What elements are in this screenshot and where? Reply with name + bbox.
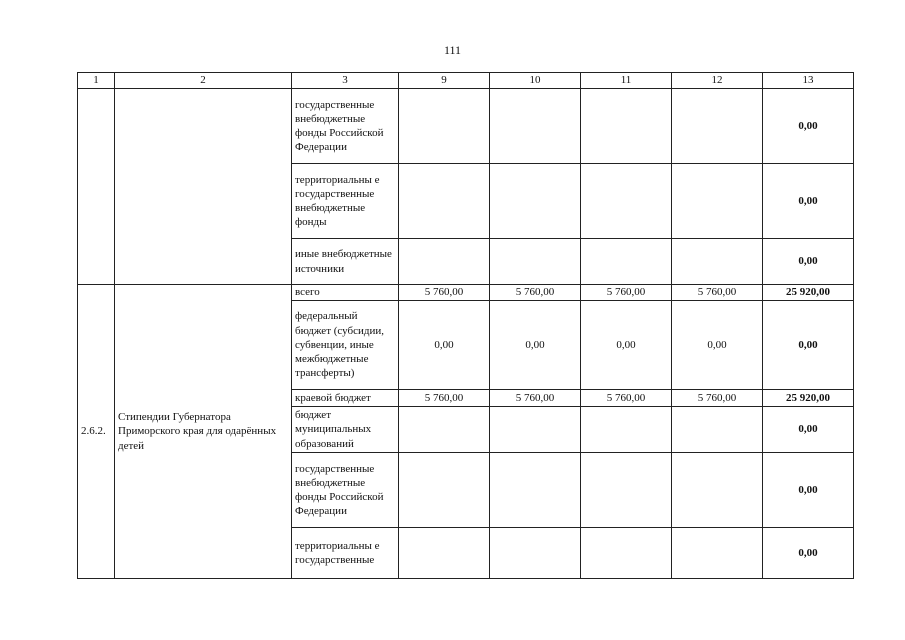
source-cell: государственные внебюджетные фонды Российской Федерации <box>292 89 399 164</box>
value-col-11 <box>581 407 672 453</box>
value-col-11 <box>581 89 672 164</box>
value-col-9 <box>399 239 490 285</box>
value-col-9 <box>399 164 490 239</box>
page-number: 111 <box>443 43 462 57</box>
value-col-11 <box>581 239 672 285</box>
value-col-12 <box>672 528 763 579</box>
value-col-10: 5 760,00 <box>490 285 581 301</box>
value-col-11 <box>581 453 672 528</box>
total-col-13: 0,00 <box>763 239 854 285</box>
value-col-12: 5 760,00 <box>672 390 763 407</box>
source-cell: государственные внебюджетные фонды Российской Федерации <box>292 453 399 528</box>
value-col-10 <box>490 89 581 164</box>
source-cell: всего <box>292 285 399 301</box>
value-col-9 <box>399 528 490 579</box>
value-col-9 <box>399 407 490 453</box>
value-col-10 <box>490 528 581 579</box>
total-col-13: 0,00 <box>763 407 854 453</box>
total-col-13: 0,00 <box>763 301 854 390</box>
header-col-9: 9 <box>399 73 490 89</box>
header-col-10: 10 <box>490 73 581 89</box>
table-row <box>78 89 854 164</box>
source-cell: иные внебюджетные источники <box>292 239 399 285</box>
value-col-10 <box>490 453 581 528</box>
source-cell: бюджет муниципальных образований <box>292 407 399 453</box>
total-col-13: 0,00 <box>763 89 854 164</box>
item-number: 2.6.2. <box>78 285 115 579</box>
value-col-10 <box>490 407 581 453</box>
value-col-11: 5 760,00 <box>581 285 672 301</box>
value-col-11 <box>581 164 672 239</box>
value-col-10: 0,00 <box>490 301 581 390</box>
item-name: Стипендии Губернатора Приморского края для одарённых детей <box>115 285 292 579</box>
value-col-11: 5 760,00 <box>581 390 672 407</box>
value-col-12 <box>672 453 763 528</box>
source-cell: краевой бюджет <box>292 390 399 407</box>
value-col-12 <box>672 239 763 285</box>
header-col-3: 3 <box>292 73 399 89</box>
header-col-1: 1 <box>78 73 115 89</box>
total-col-13: 0,00 <box>763 164 854 239</box>
header-row <box>78 73 854 89</box>
item-name-cell-empty <box>115 89 292 285</box>
budget-table <box>77 72 854 579</box>
value-col-9 <box>399 453 490 528</box>
source-cell: территориальны е государственные <box>292 528 399 579</box>
item-number-cell-empty <box>78 89 115 285</box>
total-col-13: 25 920,00 <box>763 390 854 407</box>
source-cell: территориальны е государственные внебюджетные фонды <box>292 164 399 239</box>
table-row <box>78 285 854 301</box>
total-col-13: 0,00 <box>763 453 854 528</box>
value-col-9: 0,00 <box>399 301 490 390</box>
value-col-9: 5 760,00 <box>399 390 490 407</box>
header-col-13: 13 <box>763 73 854 89</box>
source-cell: федеральный бюджет (субсидии, субвенции, иные межбюджетные трансферты) <box>292 301 399 390</box>
value-col-12 <box>672 407 763 453</box>
value-col-10 <box>490 164 581 239</box>
total-col-13: 0,00 <box>763 528 854 579</box>
value-col-12 <box>672 164 763 239</box>
header-col-11: 11 <box>581 73 672 89</box>
value-col-9: 5 760,00 <box>399 285 490 301</box>
value-col-10 <box>490 239 581 285</box>
header-col-12: 12 <box>672 73 763 89</box>
value-col-11 <box>581 528 672 579</box>
value-col-11: 0,00 <box>581 301 672 390</box>
value-col-12: 5 760,00 <box>672 285 763 301</box>
value-col-12: 0,00 <box>672 301 763 390</box>
header-col-2: 2 <box>115 73 292 89</box>
value-col-10: 5 760,00 <box>490 390 581 407</box>
value-col-12 <box>672 89 763 164</box>
value-col-9 <box>399 89 490 164</box>
total-col-13: 25 920,00 <box>763 285 854 301</box>
